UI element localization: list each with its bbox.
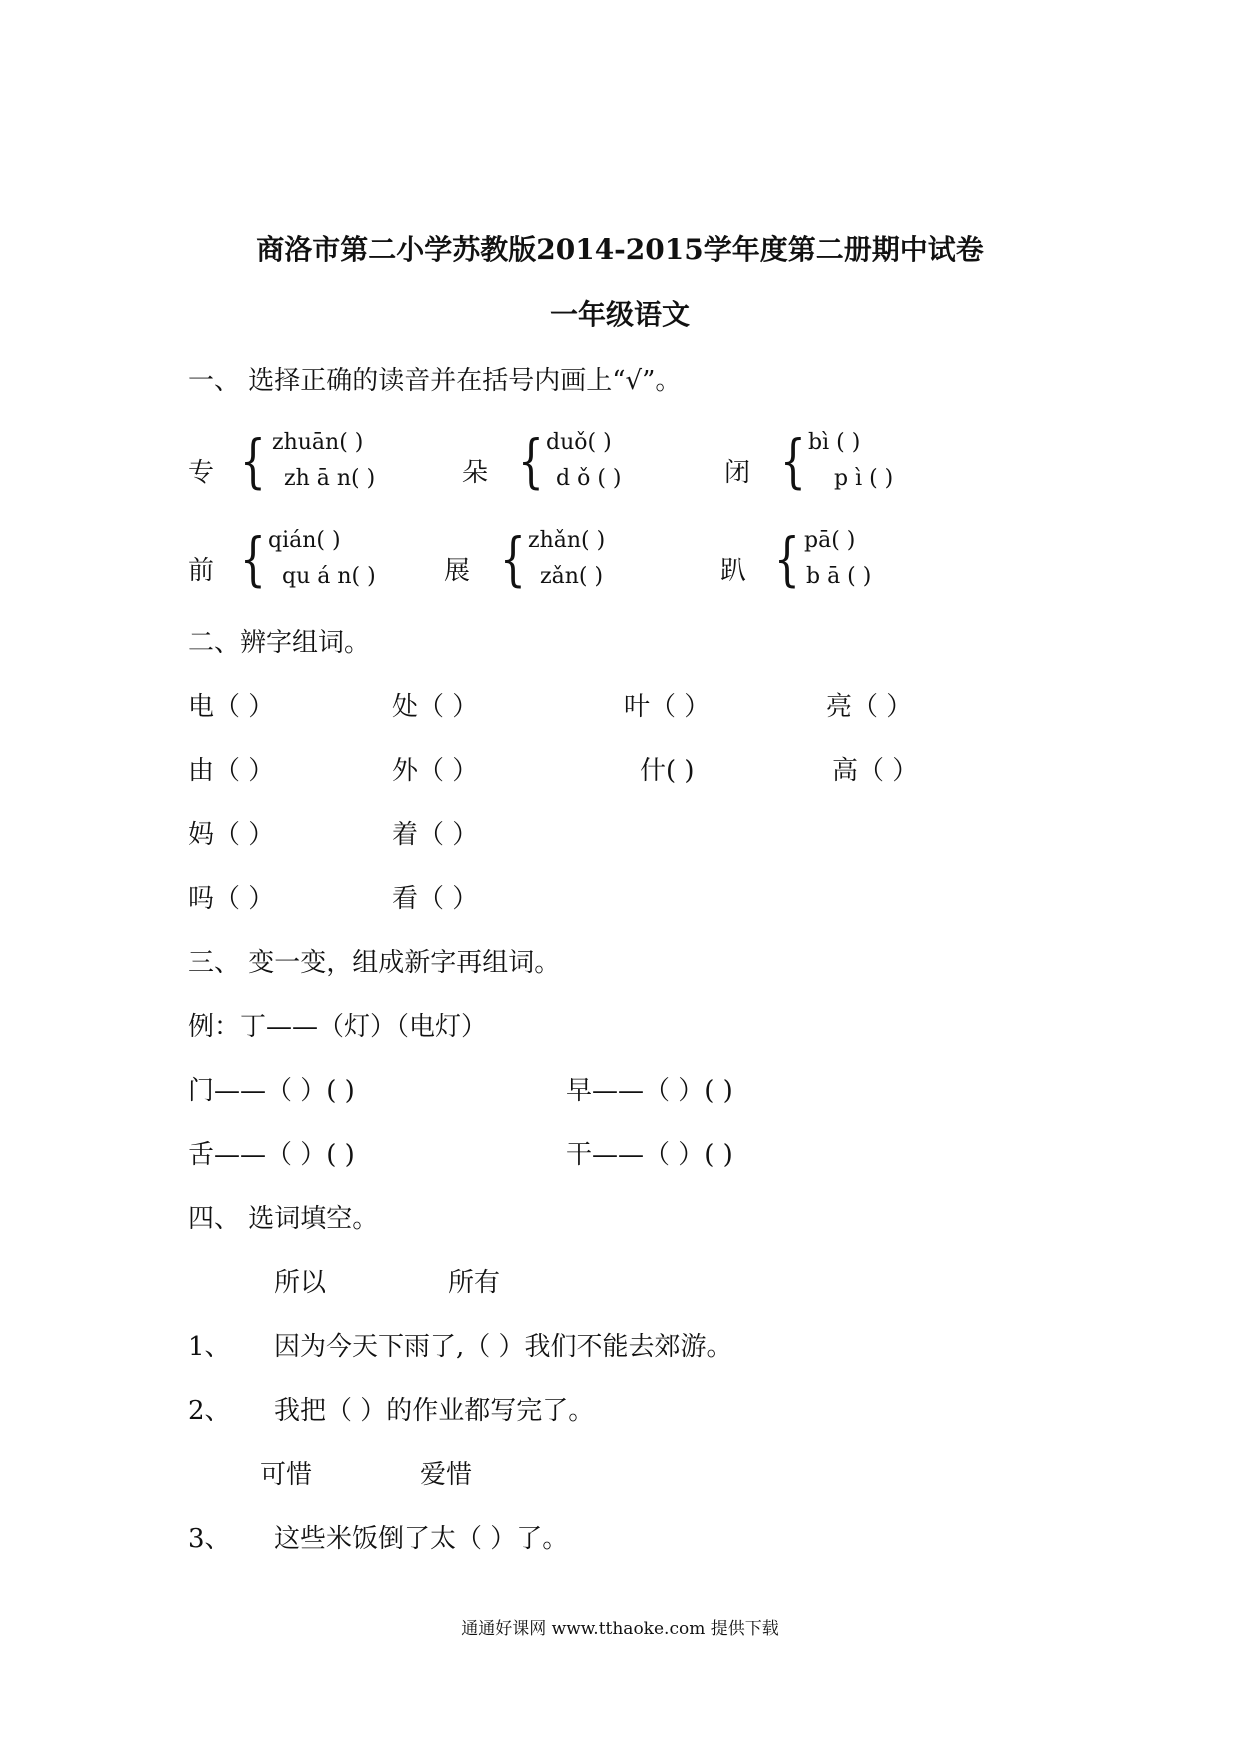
page-footer: 通通好课网 www.tthaoke.com 提供下载 bbox=[461, 1619, 779, 1639]
word-choice: 所以 bbox=[274, 1268, 327, 1298]
brace-icon: { bbox=[774, 525, 800, 593]
word-choice: 可惜 bbox=[260, 1460, 313, 1490]
word-blank: 着（ ） bbox=[392, 820, 479, 850]
pinyin-option: qián( ) bbox=[268, 528, 341, 553]
transform-blank: 门——（ ）( ) bbox=[188, 1076, 355, 1106]
pinyin-char: 闭 bbox=[724, 458, 751, 488]
section-3-heading: 三、 变一变，组成新字再组词。 bbox=[188, 948, 561, 978]
word-choice: 所有 bbox=[448, 1268, 501, 1298]
word-blank: 亮（ ） bbox=[826, 692, 913, 722]
question-number: 1、 bbox=[188, 1332, 231, 1362]
brace-icon: { bbox=[500, 525, 526, 593]
pinyin-option: zhǎn( ) bbox=[528, 528, 606, 553]
pinyin-option: zhuān( ) bbox=[272, 430, 364, 455]
pinyin-char: 朵 bbox=[462, 458, 489, 488]
word-blank: 处（ ） bbox=[392, 692, 479, 722]
pinyin-char: 前 bbox=[188, 556, 215, 586]
word-blank: 高（ ） bbox=[832, 756, 919, 786]
pinyin-char: 专 bbox=[188, 458, 215, 488]
question-text: 我把（ ）的作业都写完了。 bbox=[274, 1396, 595, 1426]
transform-blank: 舌——（ ）( ) bbox=[188, 1140, 355, 1170]
brace-icon: { bbox=[780, 427, 806, 495]
pinyin-option: qu á n( ) bbox=[282, 564, 376, 589]
pinyin-option: d ǒ ( ) bbox=[556, 466, 622, 491]
word-blank: 叶（ ） bbox=[624, 692, 711, 722]
pinyin-option: duǒ( ) bbox=[546, 430, 612, 455]
word-blank: 吗（ ） bbox=[188, 884, 275, 914]
brace-icon: { bbox=[518, 427, 544, 495]
pinyin-char: 展 bbox=[444, 556, 471, 586]
page-title: 商洛市第二小学苏教版2014-2015学年度第二册期中试卷 bbox=[256, 233, 984, 266]
pinyin-option: zh ā n( ) bbox=[284, 466, 376, 491]
example-line: 例：丁——（灯）（电灯） bbox=[188, 1012, 488, 1042]
pinyin-option: bì ( ) bbox=[808, 430, 861, 455]
question-text: 这些米饭倒了太（ ）了。 bbox=[274, 1524, 569, 1554]
word-blank: 看（ ） bbox=[392, 884, 479, 914]
brace-icon: { bbox=[240, 427, 266, 495]
question-number: 2、 bbox=[188, 1396, 231, 1426]
pinyin-option: p ì ( ) bbox=[834, 466, 894, 491]
pinyin-option: b ā ( ) bbox=[806, 564, 872, 589]
transform-blank: 早——（ ）( ) bbox=[566, 1076, 733, 1106]
word-blank: 由（ ） bbox=[188, 756, 275, 786]
word-blank: 外（ ） bbox=[392, 756, 479, 786]
pinyin-option: zǎn( ) bbox=[540, 564, 604, 589]
word-blank: 什( ) bbox=[640, 756, 695, 786]
brace-icon: { bbox=[240, 525, 266, 593]
section-1-heading: 一、 选择正确的读音并在括号内画上“√”。 bbox=[188, 366, 682, 396]
word-choice: 爱惜 bbox=[420, 1460, 473, 1490]
word-blank: 电（ ） bbox=[188, 692, 275, 722]
pinyin-char: 趴 bbox=[720, 556, 747, 586]
page-subtitle: 一年级语文 bbox=[549, 298, 690, 331]
word-blank: 妈（ ） bbox=[188, 820, 275, 850]
section-4-heading: 四、 选词填空。 bbox=[188, 1204, 379, 1234]
transform-blank: 干——（ ）( ) bbox=[566, 1140, 733, 1170]
section-2-heading: 二、辨字组词。 bbox=[188, 628, 371, 658]
question-number: 3、 bbox=[188, 1524, 231, 1554]
question-text: 因为今天下雨了,（ ）我们不能去郊游。 bbox=[274, 1332, 733, 1362]
pinyin-option: pā( ) bbox=[804, 528, 856, 553]
